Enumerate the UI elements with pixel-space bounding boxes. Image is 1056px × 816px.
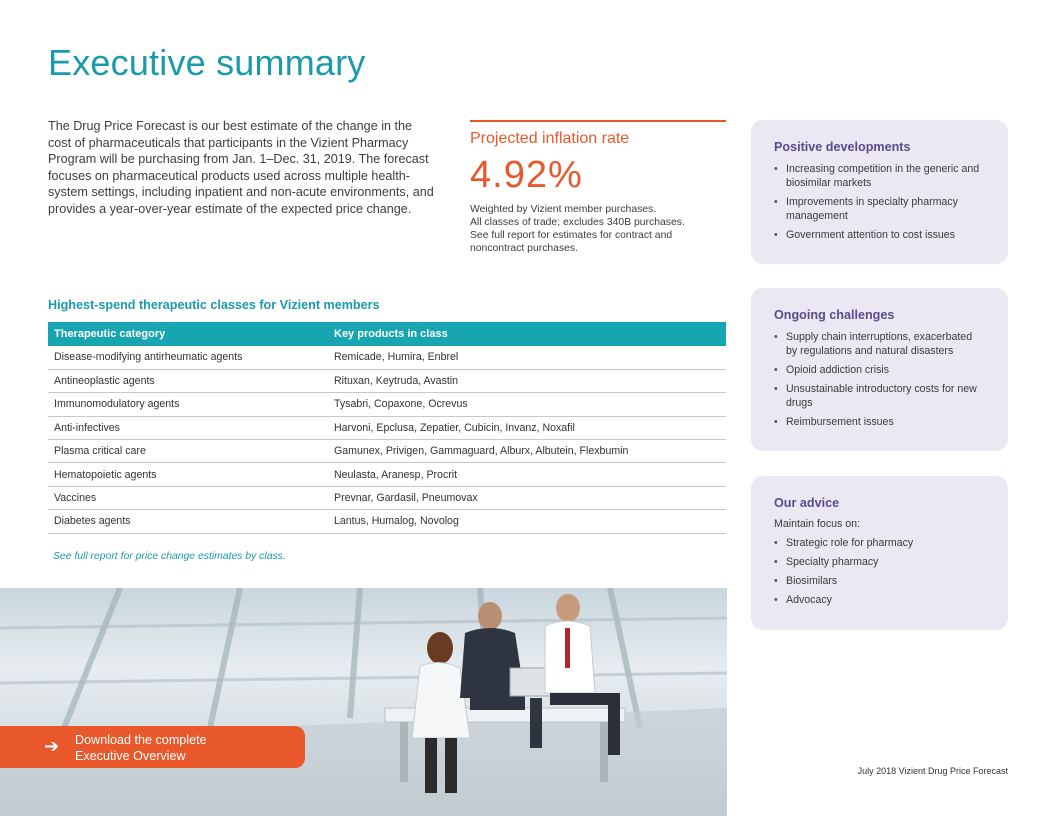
download-label-line: Download the complete [75, 733, 207, 747]
therapeutic-classes-table [48, 322, 726, 534]
download-label-line: Executive Overview [75, 748, 186, 763]
intro-paragraph: The Drug Price Forecast is our best estimate of the change in the cost of pharmaceuticals that participants in the Vizient Pharmacy Program will be purchasing from Jan. 1–Dec. 31, 2019. The forecast focuses on pharmaceutical products used across multiple health-system settings, including inpatient and non-acute environments, and provides a year-over-year estimate of the expected price change. [48, 119, 434, 216]
card-list [774, 330, 986, 429]
positive-developments-card [751, 120, 1008, 264]
our-advice-card [751, 476, 1008, 630]
ongoing-challenges-card [751, 288, 1008, 451]
inflation-panel [470, 120, 726, 255]
products-cell: Neulasta, Aranesp, Procrit [328, 463, 726, 486]
column-header-category: Therapeutic category [48, 322, 328, 346]
category-cell: Antineoplastic agents [48, 369, 328, 392]
card-list [774, 536, 986, 607]
list-item: • Advocacy [774, 593, 986, 607]
table-row [48, 346, 726, 369]
download-button-label [75, 733, 207, 764]
products-cell: Lantus, Humalog, Novolog [328, 510, 726, 533]
products-cell: Prevnar, Gardasil, Pneumovax [328, 486, 726, 509]
products-cell: Harvoni, Epclusa, Zepatier, Cubicin, Invanz, Noxafil [328, 416, 726, 439]
card-title: Positive developments [774, 140, 911, 154]
category-cell: Plasma critical care [48, 440, 328, 463]
table-row [48, 510, 726, 533]
inflation-value: 4.92% [470, 154, 583, 196]
card-title: Our advice [774, 496, 840, 510]
products-cell: Gamunex, Privigen, Gammaguard, Alburx, Albutein, Flexbumin [328, 440, 726, 463]
table-note: See full report for price change estimates by class. [53, 551, 286, 562]
list-item: • Biosimilars [774, 574, 986, 588]
table-row [48, 393, 726, 416]
inflation-note-line: All classes of trade; excludes 340B purchases. [470, 217, 685, 228]
list-item: • Improvements in specialty pharmacy management [774, 195, 986, 223]
list-item: • Reimbursement issues [774, 415, 986, 429]
download-overview-button[interactable] [0, 726, 305, 768]
table-row [48, 463, 726, 486]
table-row [48, 486, 726, 509]
list-item: • Specialty pharmacy [774, 555, 986, 569]
inflation-note-line: noncontract purchases. [470, 243, 579, 254]
card-title: Ongoing challenges [774, 308, 895, 322]
table-header-row [48, 322, 726, 346]
list-item: • Opioid addiction crisis [774, 363, 986, 377]
products-cell: Tysabri, Copaxone, Ocrevus [328, 393, 726, 416]
category-cell: Anti-infectives [48, 416, 328, 439]
category-cell: Diabetes agents [48, 510, 328, 533]
card-list [774, 162, 986, 242]
products-cell: Remicade, Humira, Enbrel [328, 346, 726, 369]
card-subtitle: Maintain focus on: [774, 518, 860, 530]
list-item: • Strategic role for pharmacy [774, 536, 986, 550]
page-title: Executive summary [48, 42, 366, 83]
column-header-products: Key products in class [328, 322, 726, 346]
inflation-note-line: Weighted by Vizient member purchases. [470, 204, 657, 215]
inflation-note [470, 203, 726, 255]
category-cell: Immunomodulatory agents [48, 393, 328, 416]
category-cell: Disease-modifying antirheumatic agents [48, 346, 328, 369]
photo-illustration [0, 588, 727, 816]
table-title: Highest-spend therapeutic classes for Vizient members [48, 298, 380, 312]
category-cell: Vaccines [48, 486, 328, 509]
office-meeting-photo [0, 588, 727, 816]
list-item: • Supply chain interruptions, exacerbated by regulations and natural disasters [774, 330, 986, 358]
inflation-label: Projected inflation rate [470, 130, 630, 147]
page-footer: July 2018 Vizient Drug Price Forecast [857, 766, 1008, 776]
list-item: • Increasing competition in the generic and biosimilar markets [774, 162, 986, 190]
arrow-right-icon: ➔ [44, 736, 60, 756]
inflation-note-line: See full report for estimates for contract and [470, 230, 673, 241]
list-item: • Government attention to cost issues [774, 228, 986, 242]
list-item: • Unsustainable introductory costs for new drugs [774, 382, 986, 410]
table-row [48, 369, 726, 392]
table-row [48, 416, 726, 439]
category-cell: Hematopoietic agents [48, 463, 328, 486]
table-row [48, 440, 726, 463]
products-cell: Rituxan, Keytruda, Avastin [328, 369, 726, 392]
